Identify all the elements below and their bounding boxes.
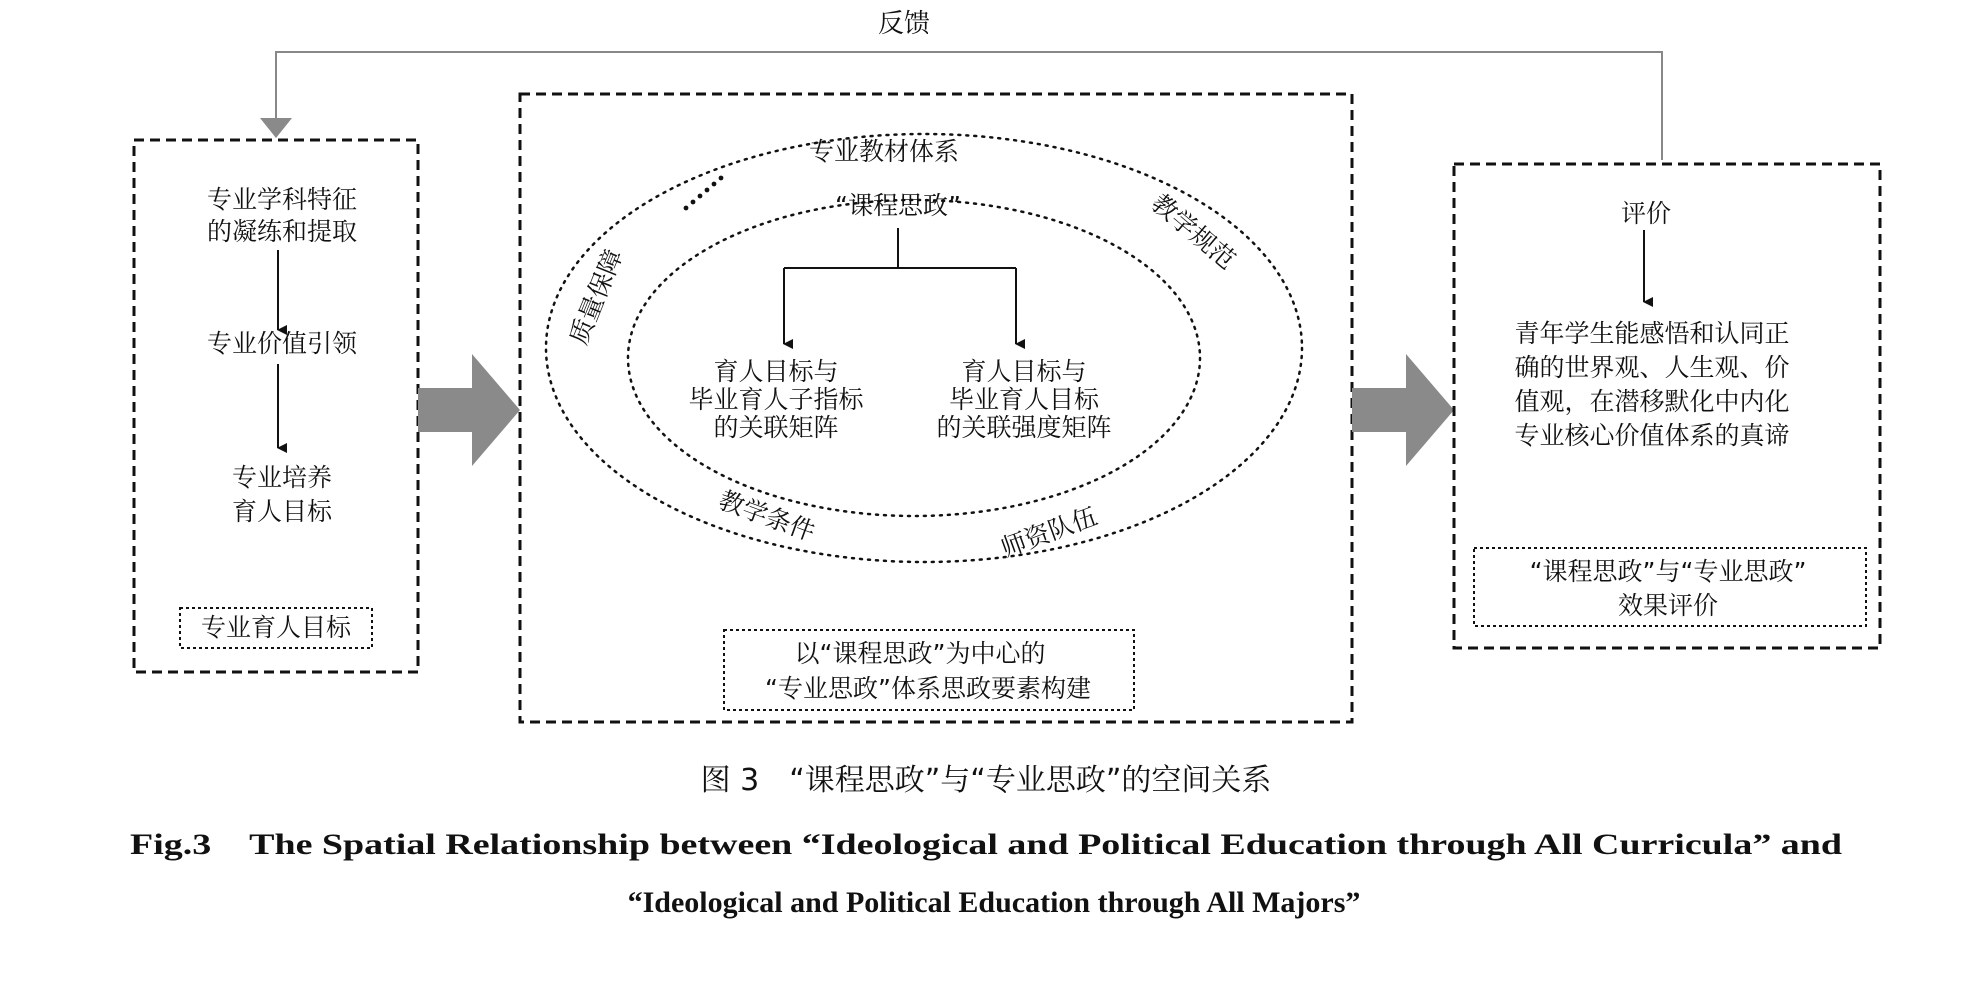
feedback-loop [260,9,1662,160]
caption-zh: 图 3 “课程思政”与“专业思政”的空间关系 [700,763,1272,798]
outer-right-label: 教学规范 [1145,188,1242,275]
caption-en-line2: “Ideological and Political Education through All Majors” [627,886,1361,919]
right-top-label: 评价 [1620,199,1672,228]
left-box [134,140,418,672]
inner-left-line1: 育人目标与 [713,357,839,386]
left-step2: 专业价值引领 [206,329,358,358]
right-footer-line2: 效果评价 [1617,591,1719,620]
outer-top-label: 专业教材体系 [808,137,960,166]
center-box-frame [520,94,1352,722]
outer-bottom-left-label: 教学条件 [714,485,819,547]
outer-bottom-right-label: 师资队伍 [997,501,1102,563]
left-step3-line1: 专业培养 [231,463,333,492]
left-step1-line1: 专业学科特征 [206,185,358,214]
inner-right-line2: 毕业育人目标 [948,385,1100,414]
feedback-line [276,52,1662,160]
right-body-line3: 值观，在潜移默化中内化 [1514,387,1790,416]
big-arrow-right [1352,354,1454,466]
right-body-line1: 青年学生能感悟和认同正 [1514,319,1790,348]
right-box [1454,164,1880,648]
feedback-arrowhead [260,118,292,138]
left-step3-line2: 育人目标 [231,497,333,526]
inner-right-line3: 的关联强度矩阵 [936,413,1112,442]
right-footer-line1: “课程思政”与“专业思政” [1529,557,1807,586]
center-footer-line2: “专业思政”体系思政要素构建 [765,674,1091,703]
center-footer-line1: 以“课程思政”为中心的 [794,639,1046,668]
feedback-label: 反馈 [877,9,931,39]
outer-left-label: 质量保障 [563,245,629,349]
left-footer: 专业育人目标 [200,613,352,642]
inner-right-line1: 育人目标与 [961,357,1087,386]
inner-top-label: “课程思政” [835,191,961,220]
center-box [520,94,1352,722]
right-body-line4: 专业核心价值体系的真谛 [1514,421,1790,450]
caption-en-line1: Fig.3 The Spatial Relationship between “Ideological and Political Education through All Curricula” and [130,828,1843,861]
inner-left-line3: 的关联矩阵 [713,413,839,442]
left-step1-line2: 的凝练和提取 [206,217,358,246]
big-arrow-left [418,354,520,466]
right-body-line2: 确的世界观、人生观、价 [1514,353,1790,382]
ellipsis-dots [684,176,724,211]
inner-left-line2: 毕业育人子指标 [688,385,864,414]
